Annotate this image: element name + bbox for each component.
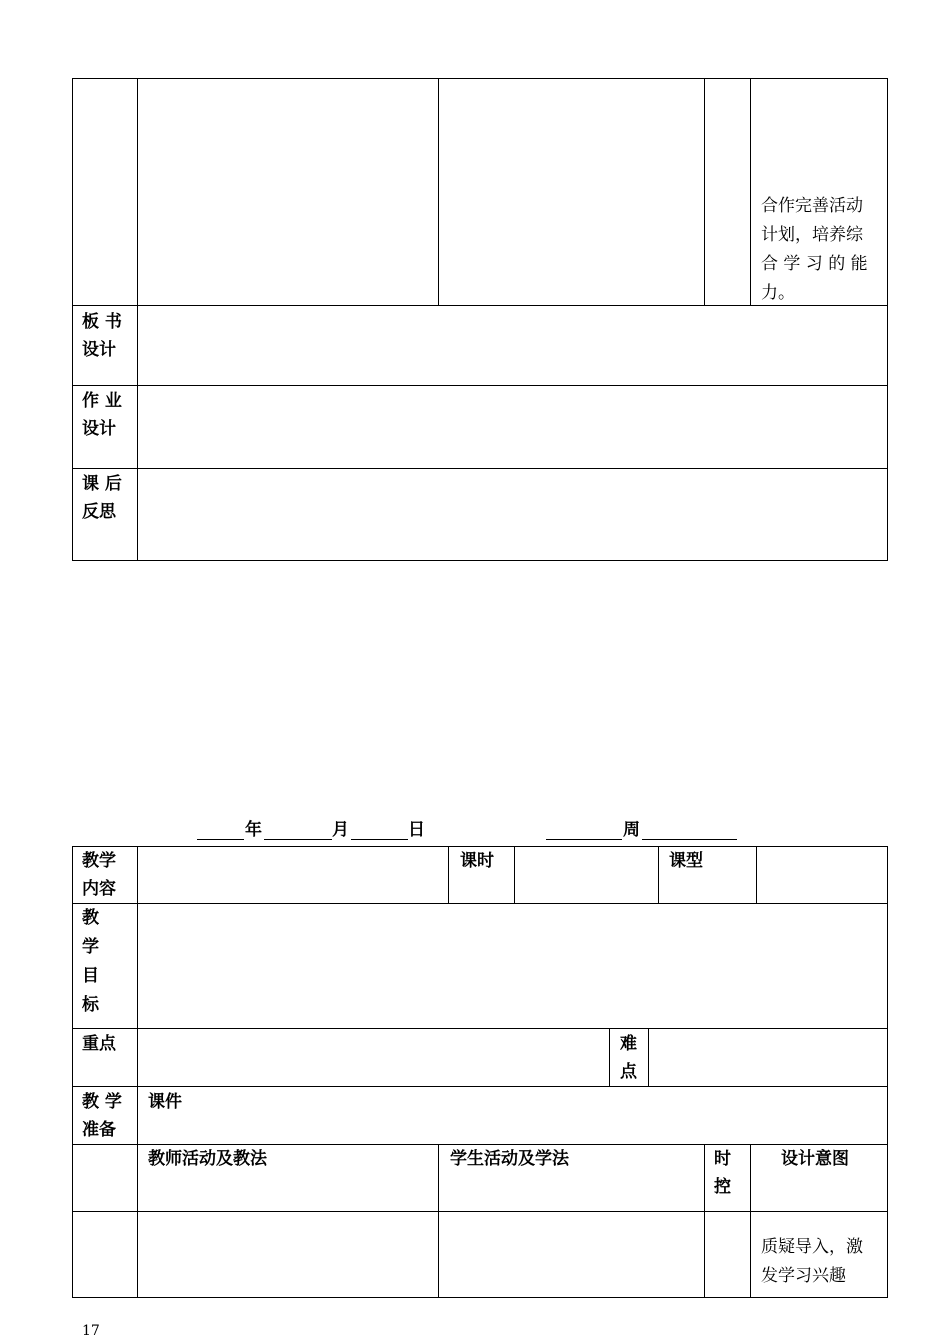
- table-rule: [704, 1144, 705, 1298]
- table-rule: [72, 1211, 888, 1212]
- table-rule: [72, 560, 888, 561]
- year-blank: [197, 839, 244, 840]
- reflection-label: 反思: [82, 502, 116, 522]
- table-rule: [648, 1028, 649, 1087]
- teaching-prep-label: 教 学: [82, 1092, 122, 1112]
- day-label: 日: [408, 820, 425, 840]
- homework-design-label: 设计: [82, 419, 116, 439]
- teaching-goals-label: 学: [82, 937, 99, 957]
- table-rule: [887, 846, 888, 1298]
- lesson-type-label: 课型: [669, 851, 703, 871]
- board-design-label: 板 书: [82, 312, 122, 332]
- table-rule: [72, 1086, 888, 1087]
- teaching-prep-value: 课件: [148, 1092, 182, 1112]
- table-rule: [137, 846, 138, 1298]
- week-label: 周: [623, 820, 640, 840]
- table-rule: [704, 78, 705, 306]
- table-rule: [72, 385, 888, 386]
- day-blank: [351, 839, 408, 840]
- table-rule: [72, 903, 888, 904]
- teaching-content-label: 内容: [82, 879, 116, 899]
- difficulty-label: 点: [620, 1062, 637, 1082]
- table-rule: [72, 78, 888, 79]
- reflection-label: 课 后: [82, 474, 122, 494]
- teaching-content-label: 教学: [82, 851, 116, 871]
- design-intent-line: 合作完善活动: [761, 196, 863, 216]
- design-intent-line: 质疑导入，激: [761, 1237, 863, 1257]
- week-number-blank: [546, 839, 622, 840]
- table-rule: [72, 846, 73, 1298]
- teaching-prep-label: 准备: [82, 1120, 116, 1140]
- teaching-goals-label: 标: [82, 995, 99, 1015]
- page-number: 17: [82, 1323, 100, 1339]
- table-rule: [750, 78, 751, 306]
- table-rule: [72, 468, 888, 469]
- table-rule: [438, 1144, 439, 1298]
- board-design-label: 设计: [82, 340, 116, 360]
- table-rule: [658, 846, 659, 904]
- student-activity-header: 学生活动及学法: [450, 1149, 569, 1169]
- difficulty-label: 难: [620, 1034, 637, 1054]
- teacher-activity-header: 教师活动及教法: [148, 1149, 267, 1169]
- design-intent-line: 计划，培养综: [761, 225, 863, 245]
- time-control-header: 控: [714, 1177, 731, 1197]
- table-rule: [137, 78, 138, 561]
- table-rule: [438, 78, 439, 306]
- table-rule: [72, 1297, 888, 1298]
- month-blank: [264, 839, 332, 840]
- table-rule: [887, 78, 888, 561]
- design-intent-line: 力。: [761, 283, 795, 303]
- key-points-label: 重点: [82, 1034, 116, 1054]
- table-rule: [72, 1028, 888, 1029]
- table-rule: [750, 1144, 751, 1298]
- design-intent-header: 设计意图: [781, 1149, 849, 1169]
- teaching-goals-label: 目: [82, 966, 99, 986]
- table-rule: [72, 78, 73, 561]
- table-rule: [609, 1028, 610, 1087]
- class-period-label: 课时: [460, 851, 494, 871]
- year-label: 年: [245, 820, 262, 840]
- table-rule: [756, 846, 757, 904]
- design-intent-line: 合 学 习 的 能: [761, 254, 868, 274]
- teaching-goals-label: 教: [82, 908, 99, 928]
- table-rule: [514, 846, 515, 904]
- week-blank: [642, 839, 737, 840]
- homework-design-label: 作 业: [82, 391, 122, 411]
- design-intent-line: 发学习兴趣: [761, 1266, 846, 1286]
- month-label: 月: [332, 820, 349, 840]
- table-rule: [448, 846, 449, 904]
- time-control-header: 时: [714, 1149, 731, 1169]
